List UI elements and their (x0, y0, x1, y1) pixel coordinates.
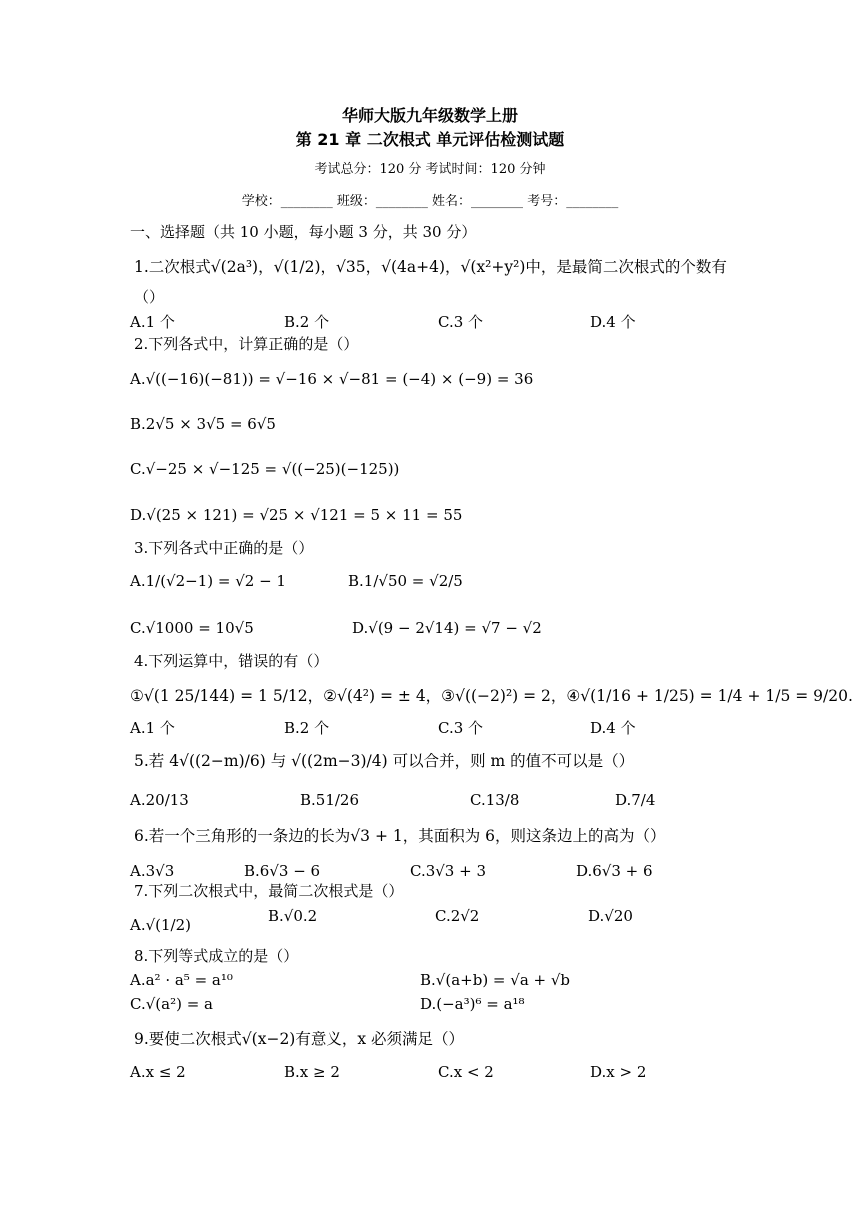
q5-option-a[interactable]: A.20/13 (130, 791, 189, 809)
q2-option-b[interactable]: B.2√5 × 3√5 = 6√5 (130, 415, 276, 433)
q8-option-d[interactable]: D.(−a³)⁶ = a¹⁸ (420, 995, 525, 1013)
q4-statements: ①√(1 25/144) = 1 5/12，②√(4²) = ± 4，③√((−2)²) = 2，④√(1/16 + 1/25) = 1/4 + 1/5 = 9/20. (130, 687, 853, 705)
q5-option-b[interactable]: B.51/26 (300, 791, 360, 809)
q4-option-a[interactable]: A.1 个 (130, 719, 175, 737)
q7-option-d[interactable]: D.√20 (588, 907, 633, 925)
q2-option-d[interactable]: D.√(25 × 121) = √25 × √121 = 5 × 11 = 55 (130, 506, 463, 524)
q8-option-b[interactable]: B.√(a+b) = √a + √b (420, 971, 571, 989)
q2-option-a[interactable]: A.√((−16)(−81)) = √−16 × √−81 = (−4) × (−9) = 36 (130, 370, 534, 388)
q5-stem: 5.若 4√((2−m)/6) 与 √((2m−3)/4) 可以合并，则 m 的值不可以是（） (134, 752, 635, 770)
q7-option-a[interactable]: A.√(1/2) (130, 916, 192, 934)
q3-stem: 3.下列各式中正确的是（） (134, 539, 314, 557)
q6-option-d[interactable]: D.6√3 + 6 (576, 862, 653, 880)
q1-option-c[interactable]: C.3 个 (438, 313, 484, 331)
doc-title: 华师大版九年级数学上册 (341, 106, 518, 125)
q8-stem: 8.下列等式成立的是（） (134, 947, 299, 965)
exam-info: 考试总分：120 分 考试时间：120 分钟 (314, 162, 546, 177)
q7-option-c[interactable]: C.2√2 (435, 907, 480, 925)
q1-stem-cont: （） (134, 288, 165, 306)
section-heading: 一、选择题（共 10 小题，每小题 3 分，共 30 分） (130, 223, 477, 241)
q7-option-b[interactable]: B.√0.2 (268, 907, 318, 925)
q4-option-b[interactable]: B.2 个 (284, 719, 330, 737)
q7-stem: 7.下列二次根式中，最简二次根式是（） (134, 882, 404, 900)
q5-option-d[interactable]: D.7/4 (615, 791, 656, 809)
q8-option-c[interactable]: C.√(a²) = a (130, 995, 213, 1013)
q5-option-c[interactable]: C.13/8 (470, 791, 520, 809)
q1-option-b[interactable]: B.2 个 (284, 313, 330, 331)
q1-stem: 1.二次根式√(2a³)，√(1/2)，√35，√(4a+4)，√(x²+y²)中，是最简二次根式的个数有 (134, 258, 727, 276)
q8-option-a[interactable]: A.a² · a⁵ = a¹⁰ (130, 971, 233, 989)
q6-option-a[interactable]: A.3√3 (130, 862, 175, 880)
q1-option-a[interactable]: A.1 个 (130, 313, 175, 331)
q3-option-b[interactable]: B.1/√50 = √2/5 (348, 572, 463, 590)
q9-option-a[interactable]: A.x ≤ 2 (130, 1063, 186, 1081)
q4-option-c[interactable]: C.3 个 (438, 719, 484, 737)
q6-option-b[interactable]: B.6√3 − 6 (244, 862, 321, 880)
q9-stem: 9.要使二次根式√(x−2)有意义，x 必须满足（） (134, 1030, 465, 1048)
q9-option-d[interactable]: D.x > 2 (590, 1063, 647, 1081)
q9-option-c[interactable]: C.x < 2 (438, 1063, 494, 1081)
q4-option-d[interactable]: D.4 个 (590, 719, 636, 737)
q2-stem: 2.下列各式中，计算正确的是（） (134, 335, 359, 353)
q6-option-c[interactable]: C.3√3 + 3 (410, 862, 487, 880)
q6-stem: 6.若一个三角形的一条边的长为√3 + 1，其面积为 6，则这条边上的高为（） (134, 827, 666, 845)
q1-option-d[interactable]: D.4 个 (590, 313, 636, 331)
doc-subtitle: 第 21 章 二次根式 单元评估检测试题 (295, 130, 565, 149)
q3-option-a[interactable]: A.1/(√2−1) = √2 − 1 (130, 572, 286, 590)
q3-option-d[interactable]: D.√(9 − 2√14) = √7 − √2 (352, 619, 542, 637)
q3-option-c[interactable]: C.√1000 = 10√5 (130, 619, 254, 637)
q4-stem: 4.下列运算中，错误的有（） (134, 652, 329, 670)
q9-option-b[interactable]: B.x ≥ 2 (284, 1063, 340, 1081)
student-info: 学校：________ 班级：________ 姓名：________ 考号：________ (241, 194, 619, 209)
q2-option-c[interactable]: C.√−25 × √−125 = √((−25)(−125)) (130, 460, 400, 478)
